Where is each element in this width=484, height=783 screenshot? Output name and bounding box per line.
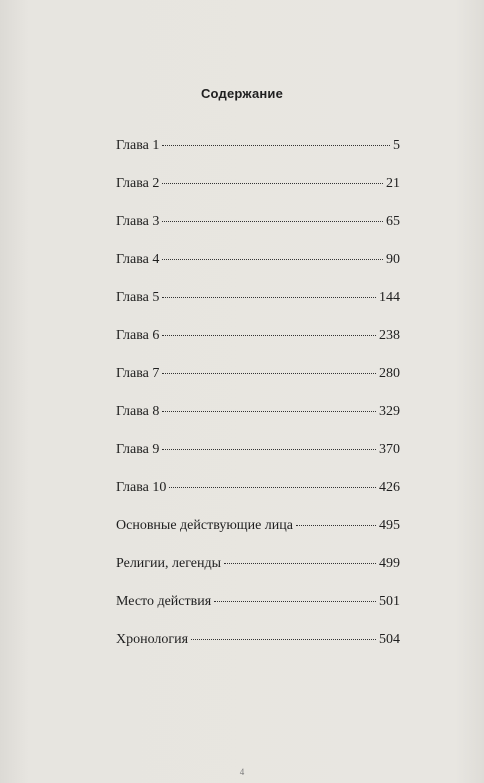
toc-entry xyxy=(116,404,400,442)
dot-leader xyxy=(214,601,376,602)
toc-entry-page-number: 144 xyxy=(379,290,400,305)
toc-entry-page-number: 501 xyxy=(379,594,400,609)
toc-entry-title: Глава 5 xyxy=(116,290,160,305)
toc-entry xyxy=(116,176,400,214)
toc-entry-title: Глава 8 xyxy=(116,404,160,419)
dot-leader xyxy=(162,183,383,184)
page-title: Содержание xyxy=(200,86,284,101)
toc-entry-page-number: 426 xyxy=(379,480,400,495)
toc-entry-title: Глава 4 xyxy=(116,252,160,267)
toc-entry xyxy=(116,480,400,518)
toc-entry-title: Хронология xyxy=(116,632,189,647)
toc-entry-page-number: 280 xyxy=(379,366,400,381)
toc-entry xyxy=(116,290,400,328)
toc-entry-page-number: 90 xyxy=(386,252,400,267)
toc-entry xyxy=(116,366,400,404)
dot-leader xyxy=(296,525,376,526)
toc-entry-title: Религии, легенды xyxy=(116,556,222,571)
toc-entry-page-number: 5 xyxy=(393,138,400,153)
dot-leader xyxy=(169,487,376,488)
dot-leader xyxy=(162,411,376,412)
dot-leader xyxy=(162,449,376,450)
toc-entry-title: Глава 7 xyxy=(116,366,160,381)
toc-entry-page-number: 504 xyxy=(379,632,400,647)
toc-entry xyxy=(116,138,400,176)
toc-entry-page-number: 21 xyxy=(386,176,400,191)
toc-entry xyxy=(116,214,400,252)
toc-entry-title: Глава 3 xyxy=(116,214,160,229)
dot-leader xyxy=(162,335,376,336)
toc-entry xyxy=(116,328,400,366)
dot-leader xyxy=(162,297,376,298)
toc-entry xyxy=(116,252,400,290)
toc-entry-page-number: 370 xyxy=(379,442,400,457)
toc-entry xyxy=(116,632,400,670)
toc-entry xyxy=(116,594,400,632)
toc-entry-page-number: 499 xyxy=(379,556,400,571)
toc-entry-title: Глава 6 xyxy=(116,328,160,343)
toc-entry-page-number: 495 xyxy=(379,518,400,533)
toc-entry-page-number: 238 xyxy=(379,328,400,343)
toc-entry-title: Глава 9 xyxy=(116,442,160,457)
toc-entry-title: Место действия xyxy=(116,594,212,609)
toc-entry-page-number: 329 xyxy=(379,404,400,419)
toc-entry-title: Глава 1 xyxy=(116,138,160,153)
page-number: 4 xyxy=(239,767,245,777)
toc-entry-page-number: 65 xyxy=(386,214,400,229)
toc-entry xyxy=(116,556,400,594)
dot-leader xyxy=(162,259,383,260)
dot-leader xyxy=(162,221,383,222)
toc-entry-title: Глава 10 xyxy=(116,480,167,495)
dot-leader xyxy=(224,563,376,564)
toc-entry xyxy=(116,518,400,556)
dot-leader xyxy=(162,145,390,146)
dot-leader xyxy=(162,373,376,374)
dot-leader xyxy=(191,639,376,640)
toc-entry xyxy=(116,442,400,480)
toc-entry-title: Глава 2 xyxy=(116,176,160,191)
toc-entry-title: Основные действующие лица xyxy=(116,518,293,533)
table-of-contents xyxy=(116,138,400,670)
